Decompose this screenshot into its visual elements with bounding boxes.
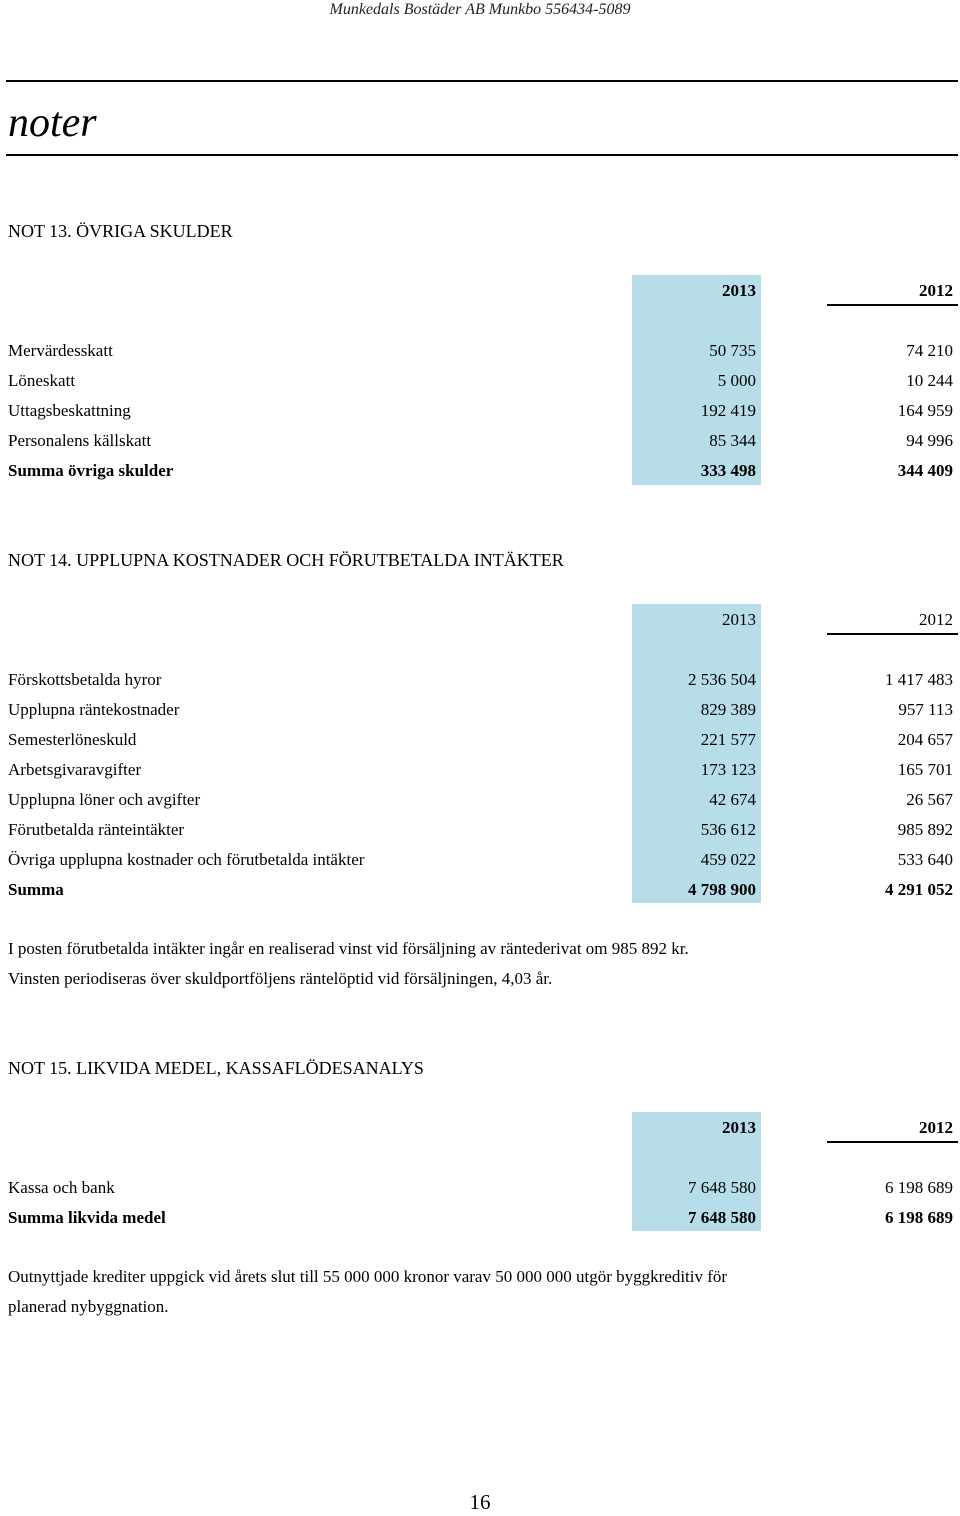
row-value-2013: 85 344 <box>709 431 756 450</box>
row-value-2012: 10 244 <box>906 371 953 390</box>
row-label: Mervärdesskatt <box>8 341 113 360</box>
table-row <box>0 396 960 426</box>
total-label: Summa likvida medel <box>8 1208 166 1227</box>
table-row <box>0 426 960 456</box>
table-row <box>0 366 960 396</box>
note13-heading: NOT 13. ÖVRIGA SKULDER <box>8 221 233 241</box>
document-header: Munkedals Bostäder AB Munkbo 556434-5089 <box>329 1 631 18</box>
row-value-2013: 829 389 <box>700 700 756 719</box>
row-value-2012: 985 892 <box>897 820 953 839</box>
note14-year-2013: 2013 <box>722 610 756 629</box>
row-label: Personalens källskatt <box>8 431 152 450</box>
header-rule <box>6 80 958 82</box>
table-row <box>0 785 960 815</box>
row-value-2013: 459 022 <box>700 850 756 869</box>
title-rule <box>6 154 958 156</box>
row-value-2013: 192 419 <box>700 401 756 420</box>
table-row <box>0 1173 960 1203</box>
row-value-2012: 957 113 <box>898 700 953 719</box>
note15-year-2012: 2012 <box>919 1118 953 1137</box>
total-value-2012: 6 198 689 <box>885 1208 953 1227</box>
table-row <box>0 336 960 366</box>
note15-heading: NOT 15. LIKVIDA MEDEL, KASSAFLÖDESANALYS <box>8 1058 424 1078</box>
row-value-2012: 165 701 <box>897 760 953 779</box>
note13-year-2013: 2013 <box>722 281 756 300</box>
row-label: Uttagsbeskattning <box>8 401 131 420</box>
total-row <box>0 456 960 486</box>
row-value-2012: 204 657 <box>897 730 953 749</box>
total-value-2012: 4 291 052 <box>885 880 953 899</box>
total-value-2012: 344 409 <box>897 461 953 480</box>
row-value-2013: 7 648 580 <box>688 1178 756 1197</box>
row-value-2013: 50 735 <box>709 341 756 360</box>
total-value-2013: 333 498 <box>700 461 756 480</box>
row-label: Övriga upplupna kostnader och förutbetalda intäkter <box>8 850 365 869</box>
row-value-2012: 164 959 <box>897 401 953 420</box>
table-row <box>0 695 960 725</box>
section-title: noter <box>8 100 97 146</box>
row-value-2013: 221 577 <box>700 730 756 749</box>
note14-year-2012: 2012 <box>919 610 953 629</box>
row-value-2012: 74 210 <box>906 341 953 360</box>
row-value-2013: 536 612 <box>700 820 756 839</box>
row-label: Upplupna löner och avgifter <box>8 790 201 809</box>
row-label: Upplupna räntekostnader <box>8 700 180 719</box>
table-row <box>0 725 960 755</box>
note14-year-underline <box>827 633 958 635</box>
row-value-2012: 533 640 <box>897 850 953 869</box>
row-label: Kassa och bank <box>8 1178 115 1197</box>
table-row <box>0 755 960 785</box>
row-label: Löneskatt <box>8 371 76 390</box>
row-label: Arbetsgivaravgifter <box>8 760 142 779</box>
note13-year-2012: 2012 <box>919 281 953 300</box>
total-label: Summa <box>8 880 64 899</box>
note14-paragraph-line1: I posten förutbetalda intäkter ingår en realiserad vinst vid försäljning av räntederivat om 985 892 kr. <box>8 939 689 958</box>
table-row <box>0 665 960 695</box>
row-label: Förutbetalda ränteintäkter <box>8 820 185 839</box>
total-row <box>0 875 960 905</box>
row-value-2013: 5 000 <box>717 371 756 390</box>
row-value-2013: 173 123 <box>700 760 756 779</box>
row-label: Förskottsbetalda hyror <box>8 670 162 689</box>
note15-year-underline <box>827 1141 958 1143</box>
row-value-2012: 26 567 <box>906 790 953 809</box>
note14-paragraph-line2: Vinsten periodiseras över skuldportföljens räntelöptid vid försäljningen, 4,03 år. <box>8 969 553 988</box>
note15-paragraph-line1: Outnyttjade krediter uppgick vid årets slut till 55 000 000 kronor varav 50 000 000 utgör byggkreditiv för <box>8 1267 728 1286</box>
row-value-2012: 94 996 <box>906 431 953 450</box>
total-value-2013: 7 648 580 <box>688 1208 756 1227</box>
total-row <box>0 1203 960 1233</box>
row-value-2013: 2 536 504 <box>688 670 756 689</box>
total-value-2013: 4 798 900 <box>688 880 756 899</box>
note13-year-underline <box>827 304 958 306</box>
note15-paragraph-line2: planerad nybyggnation. <box>8 1297 169 1316</box>
total-label: Summa övriga skulder <box>8 461 174 480</box>
row-label: Semesterlöneskuld <box>8 730 137 749</box>
note14-heading: NOT 14. UPPLUPNA KOSTNADER OCH FÖRUTBETALDA INTÄKTER <box>8 550 564 570</box>
row-value-2012: 6 198 689 <box>885 1178 953 1197</box>
row-value-2013: 42 674 <box>709 790 756 809</box>
page-number: 16 <box>469 1490 491 1514</box>
note15-year-2013: 2013 <box>722 1118 756 1137</box>
row-value-2012: 1 417 483 <box>885 670 953 689</box>
table-row <box>0 815 960 845</box>
table-row <box>0 845 960 875</box>
